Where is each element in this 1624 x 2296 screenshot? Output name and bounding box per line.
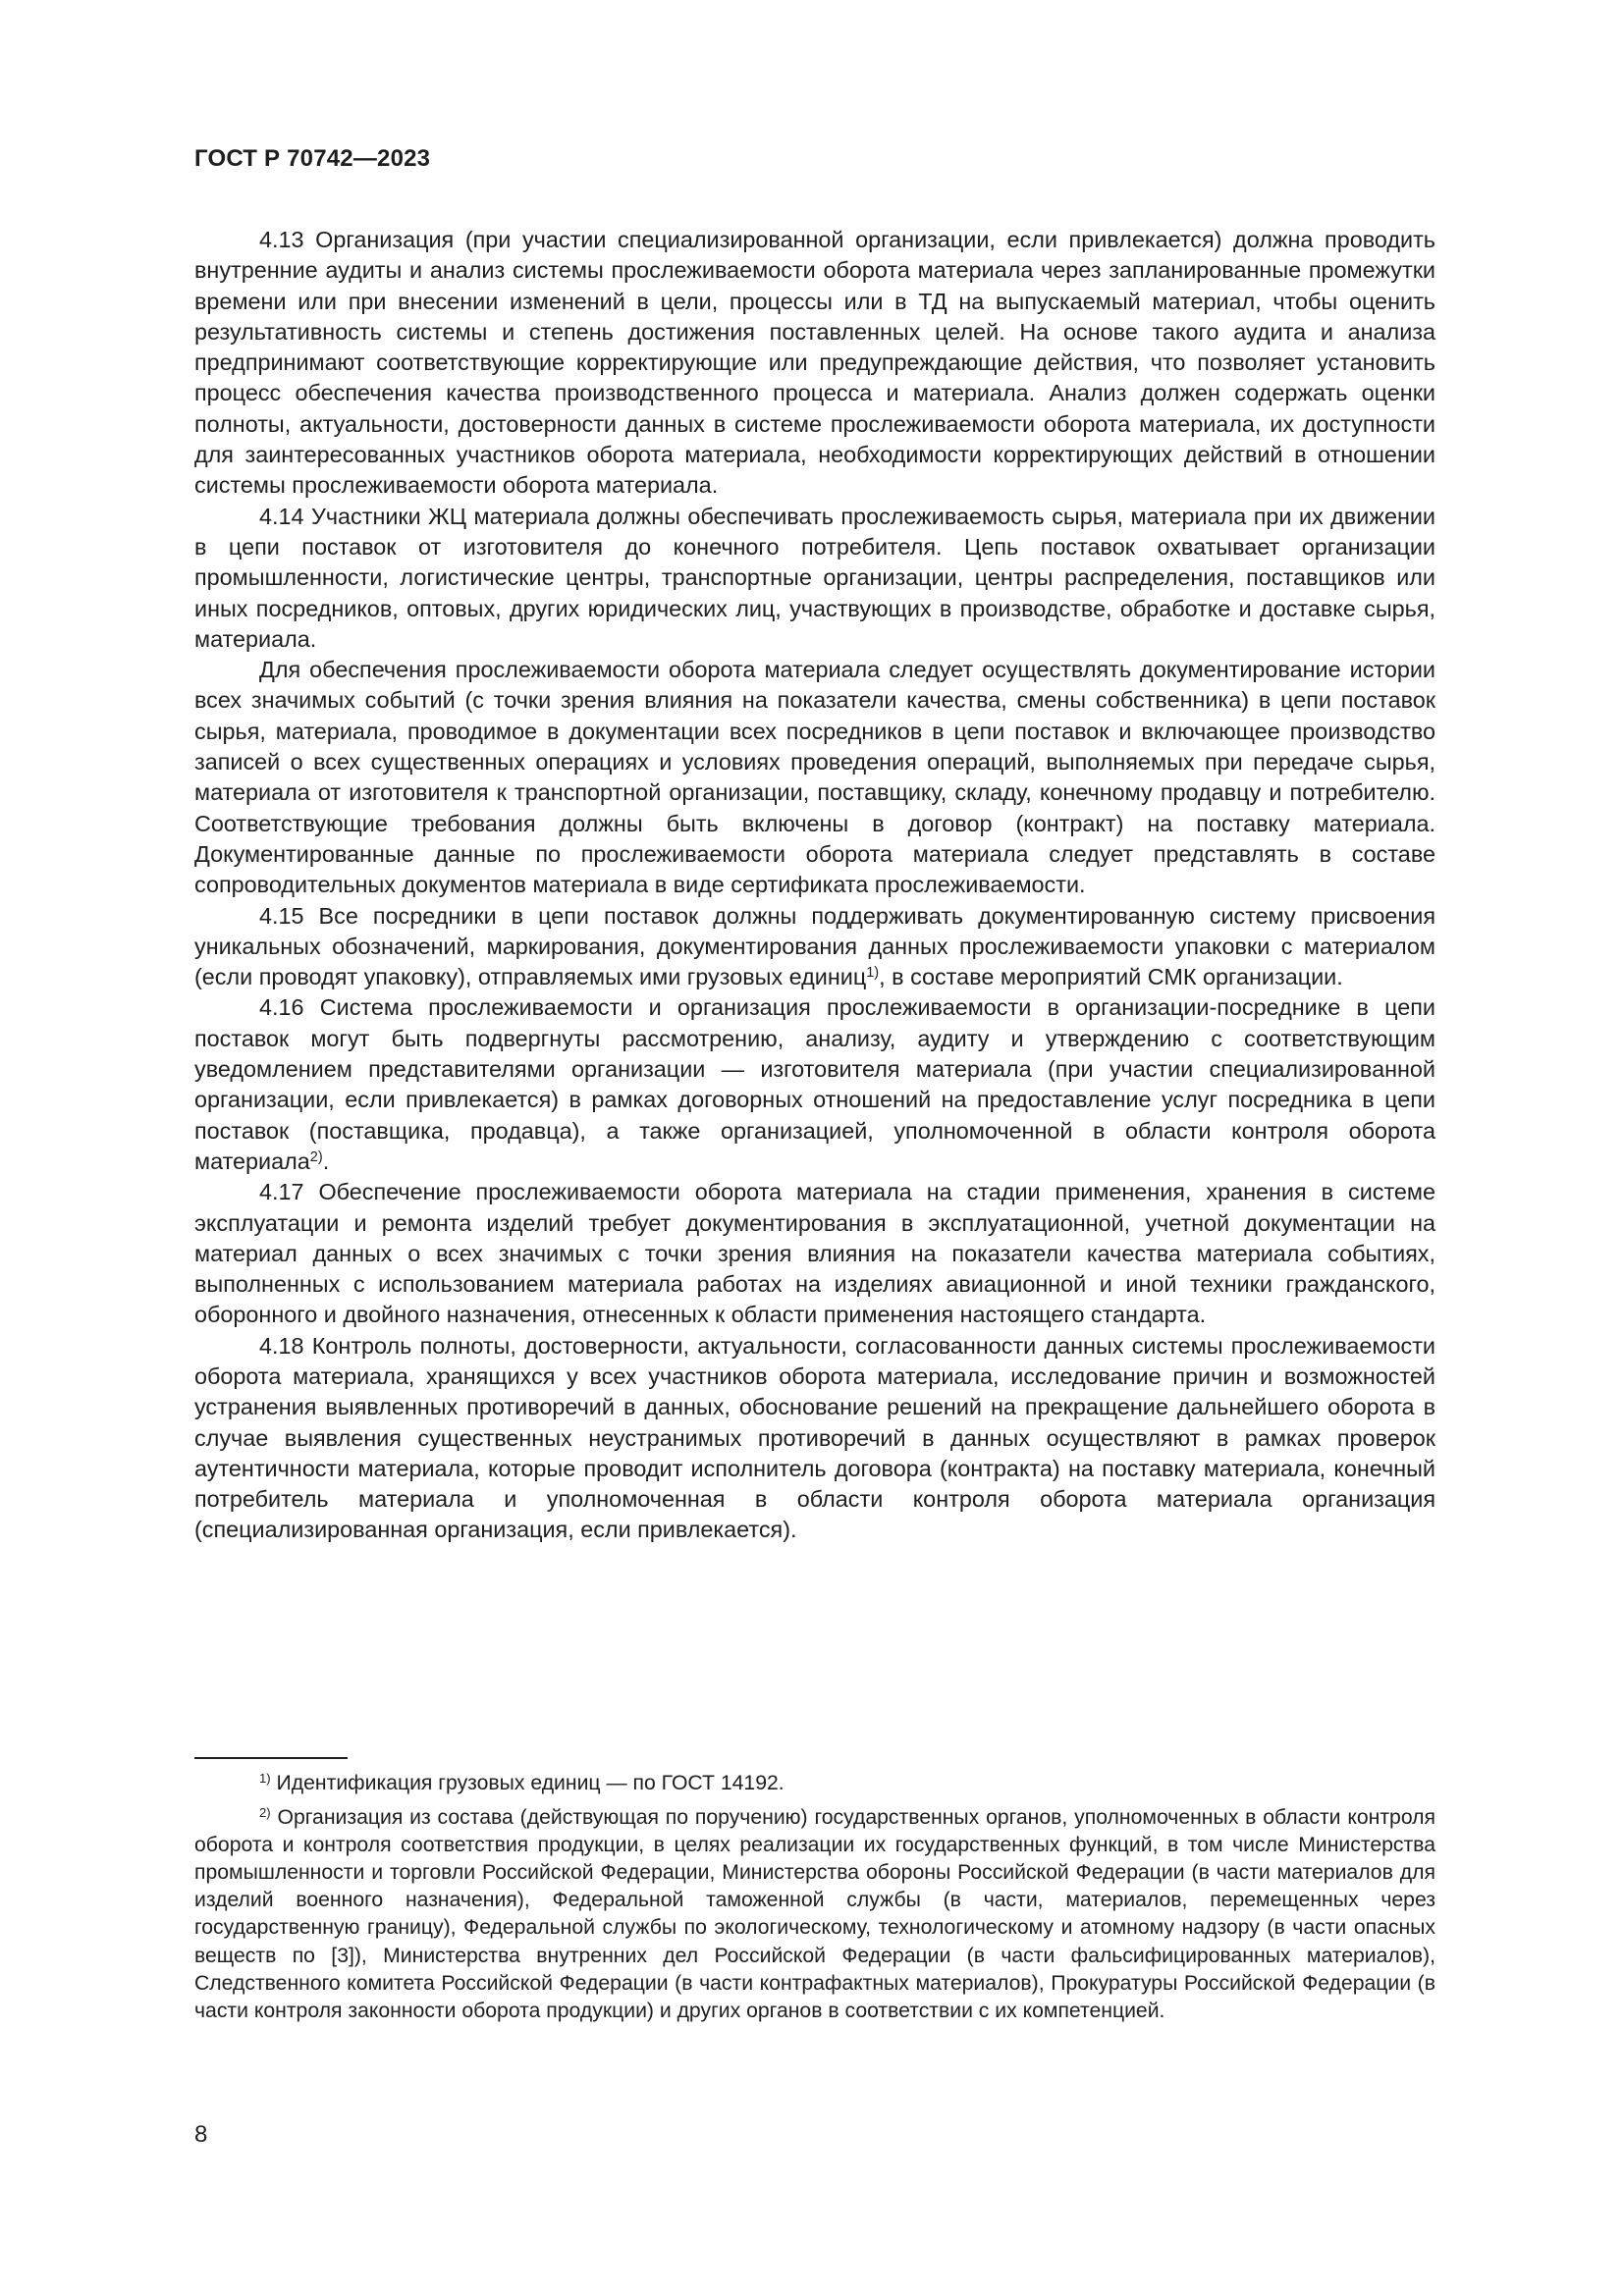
paragraph-4-16-tail: .	[322, 1148, 330, 1174]
footnote-ref-1[interactable]: 1)	[866, 965, 880, 982]
paragraph-4-16	[194, 992, 1435, 1177]
paragraph-4-17: 4.17 Обеспечение прослеживаемости оборота материала на стадии применения, хранения в системе эксплуатации и ремонта изделий требует документирования в эксплуатационной, учетной документации на материал данных о всех значимых с точки зрения влияния на показатели качества материала событиях, выполненных с использованием материала работах на изделиях авиационной и иной техники гражданского, оборонного и двойного назначения, отнесенных к области применения настоящего стандарта.	[194, 1179, 1435, 1328]
paragraph-4-15-tail: , в составе мероприятий СМК организации.	[879, 964, 1343, 990]
footnote-1	[194, 1770, 1435, 1797]
footnote-1-mark: 1)	[259, 1770, 271, 1786]
footnotes	[194, 1770, 1435, 2032]
paragraph-4-15-text: 4.15 Все посредники в цепи поставок должны поддерживать документированную систему присвоения уникальных обозначений, маркирования, документирования данных прослеживаемости упаковки с материалом (если проводят упаковку), отправляемых ими грузовых единиц	[194, 902, 1435, 990]
footnote-divider	[194, 1757, 348, 1759]
main-text	[194, 225, 1435, 1546]
paragraph-4-16-text: 4.16 Система прослеживаемости и организация прослеживаемости в организации-посреднике в цепи поставок могут быть подвергнуты рассмотрению, анализу, аудиту и утверждению с соответствующим уведомлением представителями организации — изготовителя материала (при участии специализированной организации, если привлекается) в рамках договорных отношений на предоставление услуг посредника в цепи поставок (поставщика, продавца), а также организацией, уполномоченной в области контроля оборота материала	[194, 994, 1435, 1174]
paragraph-4-18: 4.18 Контроль полноты, достоверности, актуальности, согласованности данных системы прослеживаемости оборота материала, хранящихся у всех участников оборота материала, исследование причин и возможностей устранения выявленных противоречий в данных, обоснование решений на прекращение дальнейшего оборота в случае выявления существенных неустранимых противоречий в данных осуществляют в рамках проверок аутентичности материала, которые проводит исполнитель договора (контракта) на поставку материала, конечный потребитель материала и уполномоченная в области контроля оборота материала организация (специализированная организация, если привлекается).	[194, 1332, 1435, 1543]
footnote-1-text: Идентификация грузовых единиц — по ГОСТ 14192.	[270, 1772, 785, 1794]
footnote-ref-2[interactable]: 2)	[309, 1148, 323, 1165]
paragraph-4-15	[194, 901, 1435, 993]
paragraph-traceability-documentation: Для обеспечения прослеживаемости оборота материала следует осуществлять документирование истории всех значимых событий (с точки зрения влияния на показатели качества, смены собственника) в цепи поставок сырья, материала, проводимое в документации всех посредников в цепи поставок и включающее производство записей о всех существенных операциях и условиях проведения операций, выполняемых при передаче сырья, материала от изготовителя к транспортной организации, поставщику, складу, конечному продавцу и потребителю. Соответствующие требования должны быть включены в договор (контракт) на поставку материала. Документированные данные по прослеживаемости оборота материала следует представлять в составе сопроводительных документов материала в виде сертификата прослеживаемости.	[194, 657, 1435, 898]
footnote-2-text: Организация из состава (действующая по поручению) государственных органов, уполномоченных в области контроля оборота и контроля соответствия продукции, в целях реализации их государственных функций, в том числе Министерства промышленности и торговли Российской Федерации, Министерства обороны Российской Федерации (в части материалов для изделий военного назначения), Федеральной таможенной службы (в части, материалов, перемещенных через государственную границу), Федеральной службы по экологическому, технологическому и атомному надзору (в части опасных веществ по [3]), Министерства внутренних дел Российской Федерации (в части фальсифицированных материалов), Следственного комитета Российской Федерации (в части контрафактных материалов), Прокуратуры Российской Федерации (в части контроля законности оборота продукции) и других органов в соответствии с их компетенцией.	[194, 1806, 1435, 2022]
footnote-2-mark: 2)	[259, 1804, 271, 1820]
paragraph-4-13: 4.13 Организация (при участии специализированной организации, если привлекается) должна проводить внутренние аудиты и анализ системы прослеживаемости оборота материала через запланированные промежутки времени или при внесении изменений в цели, процессы или в ТД на выпускаемый материал, чтобы оценить результативность системы и степень достижения поставленных целей. На основе такого аудита и анализа предпринимают соответствующие корректирующие или предупреждающие действия, что позволяет установить процесс обеспечения качества производственного процесса и материала. Анализ должен содержать оценки полноты, актуальности, достоверности данных в системе прослеживаемости оборота материала, их доступности для заинтересованных участников оборота материала, необходимости корректирующих действий в отношении системы прослеживаемости оборота материала.	[194, 227, 1435, 499]
document-header: ГОСТ Р 70742—2023	[194, 145, 431, 172]
page-number: 8	[194, 2121, 208, 2148]
paragraph-4-14: 4.14 Участники ЖЦ материала должны обеспечивать прослеживаемость сырья, материала при их движении в цепи поставок от изготовителя до конечного потребителя. Цепь поставок охватывает организации промышленности, логистические центры, транспортные организации, центры распределения, поставщиков или иных посредников, оптовых, других юридических лиц, участвующих в производстве, обработке и доставке сырья, материала.	[194, 503, 1435, 652]
footnote-2	[194, 1804, 1435, 2025]
